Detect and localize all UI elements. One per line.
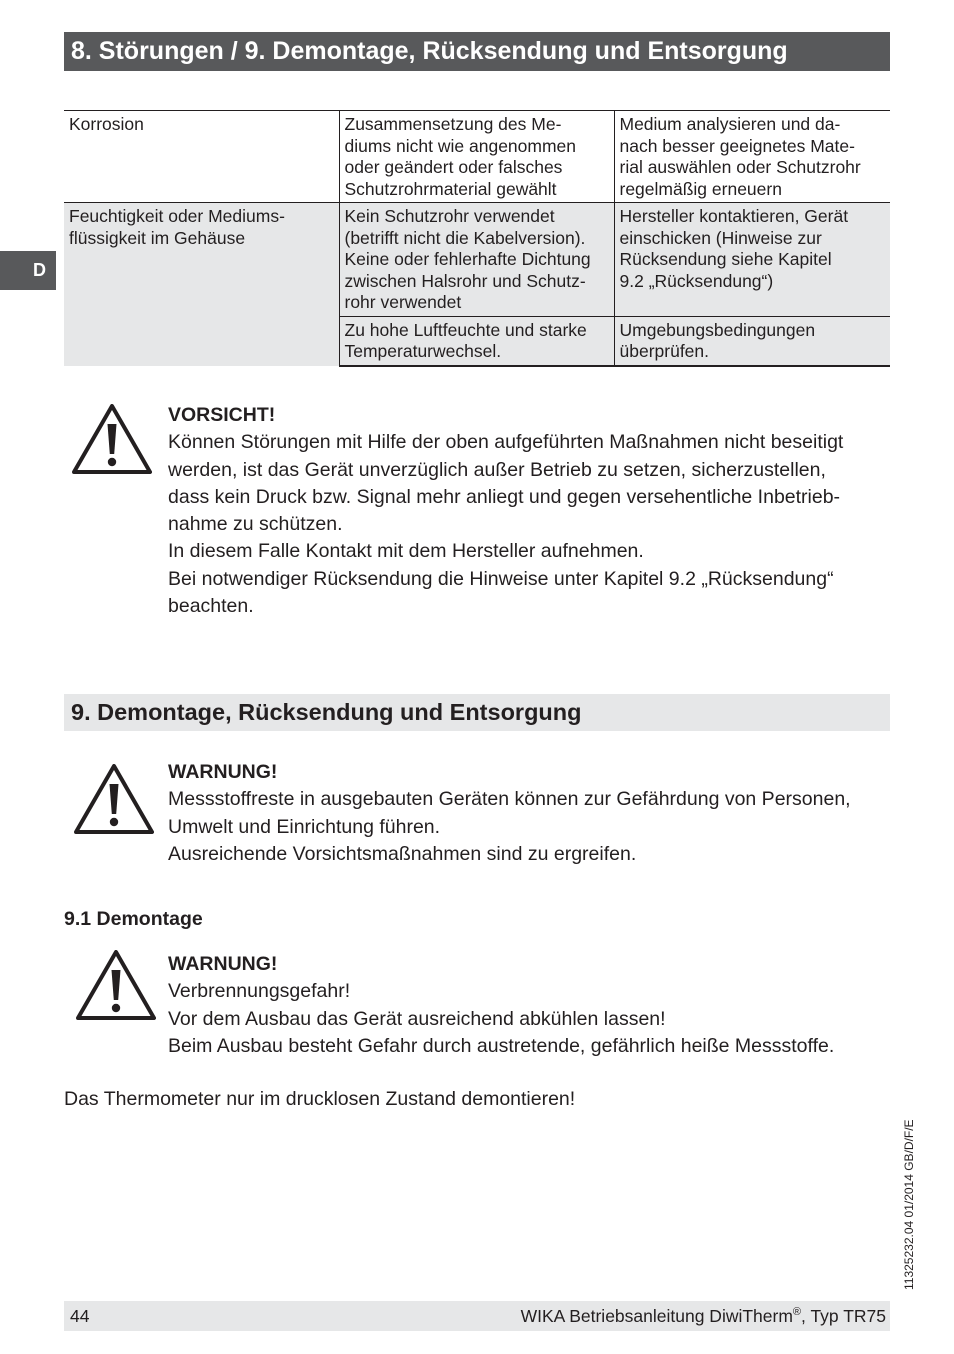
warning-title: WARNUNG! (168, 953, 278, 975)
cause-text: Zusammensetzung des Me- diums nicht wie angenommen oder geändert oder falsches Schutzrohrmaterial gewählt (344, 114, 577, 199)
warning-line: Vor dem Ausbau das Gerät ausreichend abkühlen lassen! (168, 1007, 666, 1030)
language-tab: D (0, 251, 56, 290)
fault-text: Korrosion (69, 114, 144, 134)
caution-line: beachten. (168, 595, 254, 618)
section-heading: 9. Demontage, Rücksendung und Entsorgung (64, 694, 890, 731)
caution-notice (168, 402, 843, 620)
fault-cell (64, 111, 339, 203)
body-paragraph: Das Thermometer nur im drucklosen Zustand demontieren! (64, 1088, 576, 1110)
warning-line: Ausreichende Vorsichtsmaßnahmen sind zu ergreifen. (168, 842, 637, 865)
table-row (64, 203, 890, 317)
warning-line: Messstoffreste in ausgebauten Geräten können zur Gefährdung von Personen, (168, 788, 851, 811)
footer-doc-title (521, 1301, 886, 1331)
document-code: 11325232.04 01/2014 GB/D/F/E (902, 1119, 916, 1290)
caution-line: werden, ist das Gerät unverzüglich außer Betrieb zu setzen, sicherzustellen, (168, 458, 826, 481)
warning-notice (168, 759, 851, 868)
caution-line: In diesem Falle Kontakt mit dem Hersteller aufnehmen. (168, 540, 644, 563)
caution-line: nahme zu schützen. (168, 513, 343, 536)
footer-title-suffix: , Typ TR75 (801, 1306, 886, 1326)
remedy-cell (614, 203, 890, 317)
remedy-text: Hersteller kontaktieren, Gerät einschicken (Hinweise zur Rücksendung siehe Kapitel 9.2 „Rücksendung“) (619, 206, 849, 291)
cause-text: Kein Schutzrohr verwendet (betrifft nicht die Kabelversion). Keine oder fehlerhafte Dichtung zwischen Halsrohr und Schutz- rohr verwendet (344, 206, 591, 312)
cause-cell (339, 111, 614, 203)
warning-line: Umwelt und Einrichtung führen. (168, 815, 441, 838)
warning-triangle-icon (76, 950, 156, 1020)
cause-cell (339, 316, 614, 366)
remedy-text: Medium analysieren und da- nach besser geeignetes Mate- rial auswählen oder Schutzrohr regelmäßig erneuern (619, 114, 861, 199)
table-row (64, 111, 890, 203)
page-number: 44 (70, 1306, 90, 1326)
subsection-heading: 9.1 Demontage (64, 908, 203, 930)
caution-title: VORSICHT! (168, 404, 276, 426)
fault-table (64, 110, 890, 367)
page-header-title: 8. Störungen / 9. Demontage, Rücksendung und Entsorgung (64, 32, 890, 71)
caution-line: Bei notwendiger Rücksendung die Hinweise unter Kapitel 9.2 „Rücksendung“ (168, 567, 834, 590)
trademark-symbol: ® (792, 1306, 802, 1319)
warning-line: Beim Ausbau besteht Gefahr durch austretende, gefährlich heiße Messstoffe. (168, 1034, 835, 1057)
warning-triangle-icon (74, 764, 154, 834)
caution-line: Können Störungen mit Hilfe der oben aufgeführten Maßnahmen nicht beseitigt (168, 431, 844, 454)
remedy-text: Umgebungsbedingungen überprüfen. (619, 319, 816, 361)
remedy-cell (614, 316, 890, 366)
footer-title-prefix: WIKA Betriebsanleitung DiwiTherm (520, 1306, 793, 1326)
caution-line: dass kein Druck bzw. Signal mehr anliegt und gegen versehentliche Inbetrieb- (168, 485, 841, 508)
page-footer (64, 1301, 890, 1331)
warning-line: Verbrennungsgefahr! (168, 980, 351, 1003)
remedy-cell (614, 111, 890, 203)
warning-notice (168, 951, 834, 1060)
cause-text: Zu hohe Luftfeuchte und starke Temperaturwechsel. (344, 319, 587, 361)
fault-cell (64, 203, 339, 366)
warning-title: WARNUNG! (168, 761, 278, 783)
cause-cell (339, 203, 614, 317)
warning-triangle-icon (72, 404, 152, 474)
fault-text: Feuchtigkeit oder Mediums- flüssigkeit im Gehäuse (69, 206, 285, 248)
